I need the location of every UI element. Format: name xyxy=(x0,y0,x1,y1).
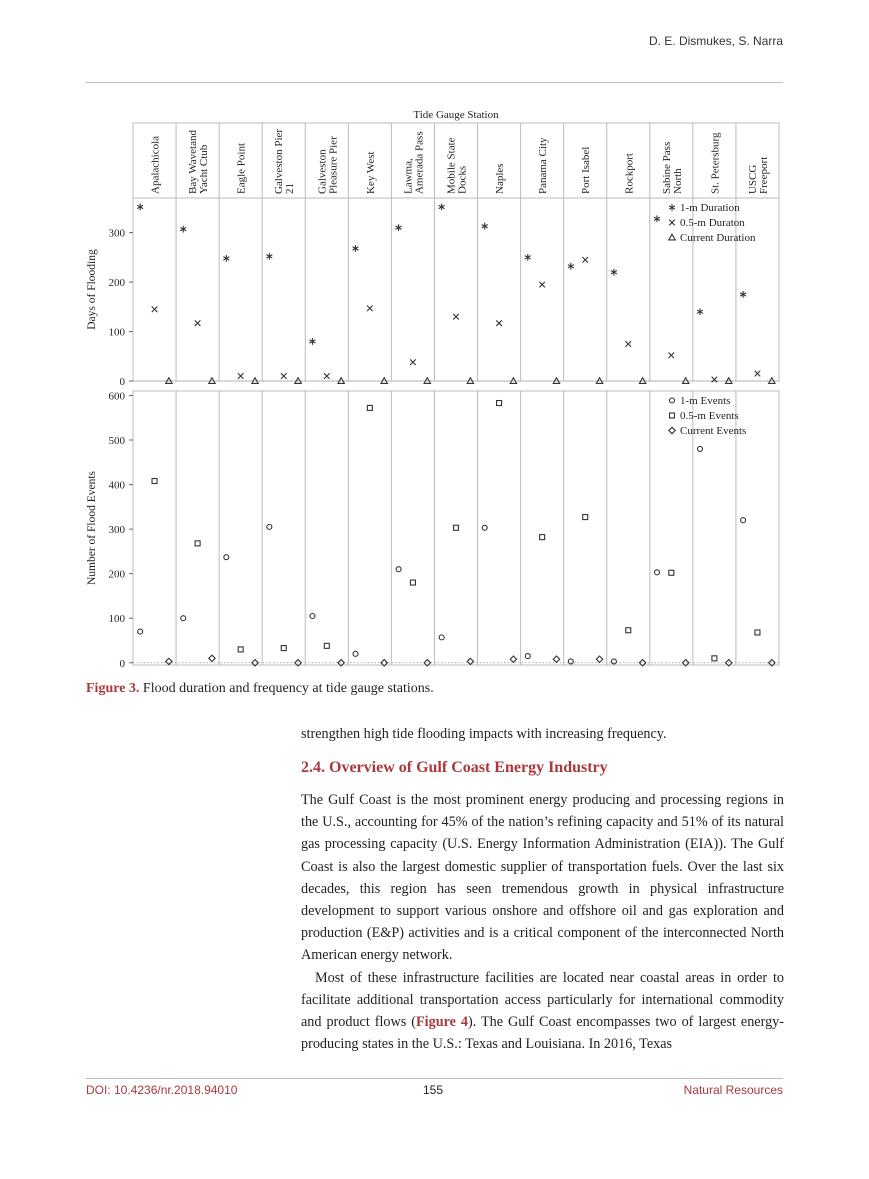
data-point-circle xyxy=(353,651,358,656)
data-point-square xyxy=(583,515,588,520)
data-point-asterisk xyxy=(439,204,445,211)
station-label-line: Panama City xyxy=(537,137,550,194)
circle-shape xyxy=(310,613,315,618)
station-label-line: 21 xyxy=(284,183,297,194)
circle-shape xyxy=(138,629,143,634)
circle-shape xyxy=(654,570,659,575)
data-point-square xyxy=(367,405,372,410)
legend-entry: 0.5-m Duraton xyxy=(680,217,745,229)
data-point-x xyxy=(367,305,373,311)
data-point-diamond xyxy=(553,656,559,662)
data-point-diamond xyxy=(510,656,516,662)
data-point-circle xyxy=(482,525,487,530)
circle-shape xyxy=(353,651,358,656)
data-point-x xyxy=(669,220,675,226)
data-point-asterisk xyxy=(525,254,531,261)
square-shape xyxy=(670,413,675,418)
station-label-13 xyxy=(709,132,721,194)
station-label-7 xyxy=(446,137,469,194)
diamond-shape xyxy=(510,656,516,662)
body-paragraphs xyxy=(301,789,784,1055)
station-label-line: North xyxy=(671,168,684,194)
legend-entry: 1-m Events xyxy=(680,395,731,407)
y-axis-label: Number of Flood Events xyxy=(86,470,98,586)
triangle-shape xyxy=(669,234,675,240)
figure-caption-label: Figure 3. xyxy=(86,681,140,696)
circle-shape xyxy=(482,525,487,530)
data-point-circle xyxy=(568,659,573,664)
square-shape xyxy=(367,405,372,410)
paragraph-2-part-b: ). The Gulf Coast encompasses two of largest energy-producing states in the U.S.: Texas and Louisiana. In 2016, Texas xyxy=(301,1014,784,1053)
data-point-x xyxy=(625,341,631,347)
data-point-square xyxy=(497,401,502,406)
diamond-shape xyxy=(553,656,559,662)
station-label-10 xyxy=(580,147,592,194)
data-point-square xyxy=(238,647,243,652)
data-point-circle xyxy=(310,613,315,618)
legend-entry: 1-m Duration xyxy=(680,202,740,214)
station-label-line: Docks xyxy=(456,165,469,194)
data-point-circle xyxy=(525,654,530,659)
station-label-3 xyxy=(273,129,296,194)
data-point-asterisk xyxy=(697,308,703,315)
circle-shape xyxy=(611,659,616,664)
square-shape xyxy=(454,525,459,530)
station-label-line: Amerada Pass xyxy=(413,131,426,194)
y-tick-label: 200 xyxy=(108,568,125,581)
data-point-square xyxy=(195,541,200,546)
data-point-circle xyxy=(396,567,401,572)
y-tick-label: 0 xyxy=(119,657,125,670)
station-label-1 xyxy=(187,130,210,194)
data-point-asterisk xyxy=(353,245,359,252)
data-point-asterisk xyxy=(568,263,574,270)
station-label-14 xyxy=(747,157,770,194)
diamond-shape xyxy=(166,658,172,664)
footer-doi[interactable]: DOI: 10.4236/nr.2018.94010 xyxy=(86,1083,238,1097)
running-head-authors: D. E. Dismukes, S. Narra xyxy=(648,34,783,48)
data-point-x xyxy=(410,359,416,365)
footer-journal: Natural Resources xyxy=(683,1083,783,1097)
legend-entry: 0.5-m Events xyxy=(680,410,739,422)
data-point-square xyxy=(755,630,760,635)
paragraph-1: The Gulf Coast is the most prominent energy producing and processing regions in the U.S., accounting for 45% of the nation’s refining capacity and 51% of its natural gas processing capacity (U.S. Energy Information Administration (EIA)). The Gulf Coast is also the largest domestic supplier of transportation fuels. Over the last six decades, this region has seen tremendous growth in physical infrastructure development to support various onshore and offshore oil and gas exploration and production (E&P) activities and is a critical component of the interconnected North American energy network. xyxy=(301,792,784,964)
data-point-triangle xyxy=(669,234,675,240)
data-point-square xyxy=(324,643,329,648)
circle-shape xyxy=(698,446,703,451)
data-point-x xyxy=(152,306,158,312)
data-point-diamond xyxy=(596,656,602,662)
y-tick-label: 0 xyxy=(119,376,125,388)
data-point-circle xyxy=(439,635,444,640)
paragraph-2-part-a: Most of these infrastructure facilities are located near coastal areas in order to facilitate additional transportation access particularly for international commodity and product flows ( xyxy=(301,969,784,1031)
paragraph-intro-text: strengthen high tide flooding impacts with increasing frequency. xyxy=(301,726,667,742)
figure-caption xyxy=(86,681,434,697)
data-point-circle xyxy=(138,629,143,634)
data-point-x xyxy=(582,257,588,263)
square-shape xyxy=(410,580,415,585)
data-point-x xyxy=(669,352,675,358)
data-point-x xyxy=(324,373,330,379)
data-point-square xyxy=(281,646,286,651)
station-label-6 xyxy=(402,131,425,194)
data-point-circle xyxy=(267,524,272,529)
figure-4-link[interactable]: Figure 4 xyxy=(416,1014,468,1031)
y-tick-label: 400 xyxy=(108,479,125,492)
circle-shape xyxy=(267,524,272,529)
station-label-line: Galveston xyxy=(316,149,329,194)
station-label-line: St. Petersburg xyxy=(709,132,722,194)
data-point-circle xyxy=(654,570,659,575)
data-point-square xyxy=(626,628,631,633)
data-point-circle xyxy=(181,616,186,621)
square-shape xyxy=(238,647,243,652)
square-shape xyxy=(669,570,674,575)
data-point-asterisk xyxy=(740,291,746,298)
footer-page-number: 155 xyxy=(423,1083,444,1097)
square-shape xyxy=(755,630,760,635)
circle-shape xyxy=(224,555,229,560)
data-point-square xyxy=(152,478,157,483)
footer-rule xyxy=(86,1078,783,1079)
station-label-line: Mobile State xyxy=(445,137,458,194)
square-shape xyxy=(497,401,502,406)
data-point-asterisk xyxy=(137,204,143,211)
legend-entry: Current Events xyxy=(680,425,747,437)
paragraph-intro xyxy=(301,723,784,745)
station-label-line: Apalachicola xyxy=(149,135,162,194)
station-label-line: Galveston Pier xyxy=(273,128,286,194)
data-point-circle xyxy=(611,659,616,664)
station-label-line: Naples xyxy=(494,163,507,194)
square-shape xyxy=(152,478,157,483)
data-point-diamond xyxy=(669,427,675,433)
station-label-line: Sabine Pass xyxy=(660,141,673,194)
circle-shape xyxy=(568,659,573,664)
data-point-square xyxy=(670,413,675,418)
data-point-asterisk xyxy=(654,215,660,222)
station-label-line: Key West xyxy=(364,151,377,194)
station-label-8 xyxy=(494,163,506,194)
square-shape xyxy=(626,628,631,633)
square-shape xyxy=(281,646,286,651)
station-label-line: Yacht Ctub xyxy=(198,144,211,194)
chart-title: Tide Gauge Station xyxy=(413,109,499,121)
y-tick-label: 200 xyxy=(108,277,125,290)
data-point-asterisk xyxy=(396,224,402,231)
data-point-square xyxy=(454,525,459,530)
y-tick-label: 500 xyxy=(108,435,125,448)
paragraph-2 xyxy=(301,967,784,1056)
data-point-asterisk xyxy=(309,338,315,345)
station-label-12 xyxy=(661,142,684,194)
data-point-circle xyxy=(741,518,746,523)
diamond-shape xyxy=(209,655,215,661)
legend-entry: Current Duration xyxy=(680,232,756,244)
square-shape xyxy=(540,535,545,540)
y-tick-label: 100 xyxy=(108,613,125,626)
data-point-diamond xyxy=(166,658,172,664)
square-shape xyxy=(195,541,200,546)
circle-shape xyxy=(670,398,675,403)
data-point-circle xyxy=(224,555,229,560)
figure-caption-text: Flood duration and frequency at tide gauge stations. xyxy=(139,681,434,696)
station-label-5 xyxy=(365,151,377,194)
station-label-2 xyxy=(236,143,248,194)
station-label-9 xyxy=(537,137,549,194)
data-point-x xyxy=(238,373,244,379)
station-label-line: Port Isabel xyxy=(580,146,593,194)
station-label-line: Pleasure Pier xyxy=(327,136,340,194)
y-tick-label: 300 xyxy=(108,227,125,240)
diamond-shape xyxy=(467,658,473,664)
data-point-circle xyxy=(670,398,675,403)
data-point-asterisk xyxy=(266,253,272,260)
station-label-11 xyxy=(623,153,635,194)
data-point-asterisk xyxy=(180,226,186,233)
y-tick-label: 600 xyxy=(108,390,125,403)
station-label-line: USCG xyxy=(746,164,759,194)
data-point-x xyxy=(539,282,545,288)
y-tick-label: 100 xyxy=(108,326,125,339)
station-label-line: Eagle Point xyxy=(235,142,248,194)
panel-0 xyxy=(86,198,779,388)
circle-shape xyxy=(741,518,746,523)
data-point-asterisk xyxy=(223,255,229,262)
station-label-line: Bay Wavetand xyxy=(187,130,200,194)
data-point-circle xyxy=(698,446,703,451)
data-point-x xyxy=(281,373,287,379)
station-label-line: Rockport xyxy=(623,153,636,194)
station-label-4 xyxy=(316,136,339,194)
data-point-asterisk xyxy=(482,223,488,230)
square-shape xyxy=(712,656,717,661)
data-point-square xyxy=(712,656,717,661)
square-shape xyxy=(324,643,329,648)
diamond-shape xyxy=(669,427,675,433)
data-point-x xyxy=(453,314,459,320)
station-label-line: Freeport xyxy=(757,156,770,194)
data-point-x xyxy=(755,371,761,377)
station-label-0 xyxy=(150,136,162,194)
data-point-asterisk xyxy=(669,204,675,211)
y-tick-label: 300 xyxy=(108,524,125,537)
square-shape xyxy=(583,515,588,520)
circle-shape xyxy=(181,616,186,621)
data-point-asterisk xyxy=(611,269,617,276)
circle-shape xyxy=(525,654,530,659)
diamond-shape xyxy=(596,656,602,662)
data-point-square xyxy=(540,535,545,540)
data-point-diamond xyxy=(209,655,215,661)
station-label-line: Lawma, xyxy=(402,158,415,194)
data-point-diamond xyxy=(467,658,473,664)
section-heading: 2.4. Overview of Gulf Coast Energy Industry xyxy=(301,759,608,776)
y-axis-label: Days of Flooding xyxy=(86,249,98,330)
circle-shape xyxy=(439,635,444,640)
data-point-square xyxy=(410,580,415,585)
data-point-x xyxy=(195,320,201,326)
data-point-square xyxy=(669,570,674,575)
panel-1 xyxy=(86,390,779,669)
data-point-x xyxy=(496,320,502,326)
circle-shape xyxy=(396,567,401,572)
